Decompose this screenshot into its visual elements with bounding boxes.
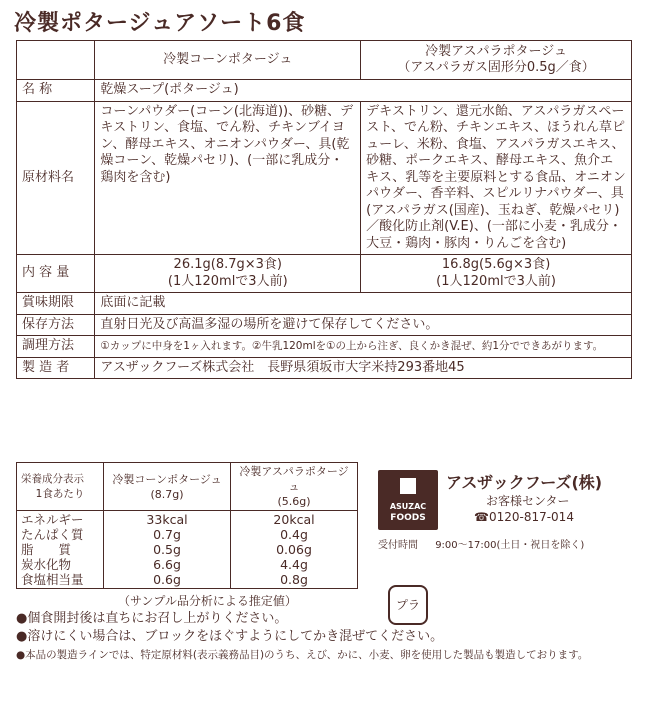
nutrition-label: 炭水化物 [21,557,72,572]
nutrition-header-row [17,463,358,511]
note-item: ●本品の製造ラインでは、特定原材料(表示義務品目)のうち、えび、かに、小麦、卵を使用した製品も製造しております。 [16,649,589,661]
nutrition-table [16,462,358,589]
nutrition-value: 4.4g [280,557,308,572]
business-hours-label: 受付時間 [378,540,418,551]
logo-text-top: ASUZAC [389,502,427,511]
customer-center: お客様センター [486,494,570,508]
ingredient-table [16,40,632,379]
note-item: ●個食開封後は直ちにお召し上がりください。 [16,611,288,626]
nutrition-corn-values [104,511,231,589]
content-label: 内 容 量 [17,255,95,293]
header-asparagus-solid: （アスパラガス固形分0.5g／食） [397,60,595,75]
content-row [17,255,632,293]
expiry-value: 底面に記載 [95,293,632,315]
nutrition-corn-name: 冷製コーンポタージュ [112,472,222,486]
nutrition-value: 0.4g [280,527,308,542]
nutrition-value: 0.06g [276,542,312,557]
content-asparagus-servings: (1人120mlで3人前) [436,273,556,289]
company-logo [378,470,438,530]
nutrition-asparagus-header [231,463,358,511]
content-asparagus [361,255,632,293]
nutrition-label-list [17,511,104,589]
maker-row [17,357,632,379]
ingredients-corn: コーンパウダー(コーン(北海道))、砂糖、デキストリン、食塩、でん粉、チキンブイヨン、酵母エキス、オニオンパウダー、具(乾燥コーン、乾燥パセリ)、(一部に乳成分・鶏肉を含む) [95,101,361,255]
nutrition-value: 0.5g [153,542,181,557]
expiry-label: 賞味期限 [17,293,95,315]
storage-value: 直射日光及び高温多湿の場所を避けて保存してください。 [95,314,632,336]
content-corn [95,255,361,293]
table-header-row [17,41,632,80]
nutrition-header-title: 栄養成分表示 [21,472,84,485]
nutrition-asparagus-weight: (5.6g) [277,495,311,508]
prep-value: ①カップに中身を1ヶ入れます。②牛乳120mlを①の上から注ぎ、良くかき混ぜ、約1分でできあがります。 [95,336,632,358]
nutrition-value: 33kcal [146,512,188,527]
notes [16,610,588,664]
header-empty-cell [17,41,95,80]
nutrition-value: 20kcal [273,512,315,527]
maker-label: 製 造 者 [17,357,95,379]
nutrition-label: たんぱく質 [21,527,84,542]
note-item: ●溶けにくい場合は、ブロックをほぐすようにしてかき混ぜてください。 [16,629,444,644]
nutrition-asparagus-name: 冷製アスパラポタージュ [239,465,349,493]
nutrition-corn-header [104,463,231,511]
nutrition-header-per: 1食あたり [35,487,85,500]
customer-phone: ☎0120-817-014 [474,510,574,524]
name-row [17,80,632,102]
storage-label: 保存方法 [17,314,95,336]
name-value: 乾燥スープ(ポタージュ) [95,80,632,102]
nutrition-header-label [17,463,104,511]
business-hours [378,536,584,551]
nutrition-label: 食塩相当量 [21,572,84,587]
nutrition-value: 0.8g [280,572,308,587]
ingredients-row [17,101,632,255]
nutrition-value: 0.6g [153,572,181,587]
expiry-row [17,293,632,315]
page-title: 冷製ポタージュアソート6食 [14,11,306,36]
nutrition-row [17,511,358,589]
nutrition-value: 6.6g [153,557,181,572]
company-name: アスザックフーズ(株) [446,473,603,492]
header-corn: 冷製コーンポタージュ [95,41,361,80]
maker-value: アスザックフーズ株式会社 長野県須坂市大字米持293番地45 [95,357,632,379]
nutrition-value: 0.7g [153,527,181,542]
plastic-recycle-icon: プラ [388,585,428,625]
logo-mark-icon [400,478,416,494]
nutrition-label: 脂 質 [21,542,72,557]
business-hours-value: 9:00〜17:00(土日・祝日を除く) [435,540,585,551]
content-corn-weight: 26.1g(8.7g×3食) [173,257,282,272]
nutrition-corn-weight: (8.7g) [150,487,184,501]
nutrition-asparagus-values [231,511,358,589]
ingredients-label: 原材料名 [17,101,95,255]
name-label: 名 称 [17,80,95,102]
content-corn-servings: (1人120mlで3人前) [167,273,288,289]
content-asparagus-weight: 16.8g(5.6g×3食) [441,257,551,272]
logo-text-bottom: FOODS [390,513,426,523]
company-block [378,470,638,560]
prep-row [17,336,632,358]
prep-label: 調理方法 [17,336,95,358]
header-asparagus-name: 冷製アスパラポタージュ [425,43,568,59]
ingredients-asparagus: デキストリン、還元水飴、アスパラガスペースト、でん粉、チキンエキス、ほうれん草ピューレ、米粉、食塩、アスパラガスエキス、砂糖、ポークエキス、酵母エキス、魚介エキス、乳等を主要原料とする食品、オニオンパウダー、香辛料、スピルリナパウダー、具(アスパラガス(国産)、玉ねぎ、乾燥パセリ)／酸化防止剤(V.E)、(一部に小麦・乳成分・大豆・鶏肉・豚肉・りんごを含む) [361,101,632,255]
storage-row [17,314,632,336]
nutrition-footnote: （サンプル品分析による推定値） [118,594,297,608]
nutrition-label: エネルギー [21,512,84,527]
header-asparagus [361,41,632,80]
